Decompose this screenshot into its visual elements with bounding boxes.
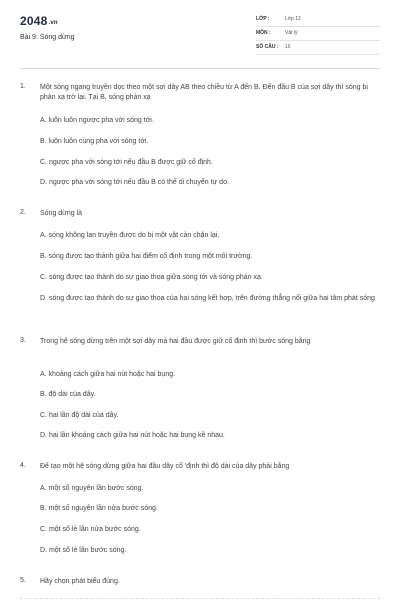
answer-option[interactable]: D. ngược pha với sóng tới nếu đầu B có thể di chuyển tự do. — [40, 179, 229, 186]
answer-option[interactable]: D. sóng được tạo thành do sự giao thoa của hai sóng kết hợp, trên đường thẳng nối giữa hai tâm phát sóng — [40, 295, 375, 302]
meta-row-class — [256, 14, 380, 27]
meta-info — [256, 14, 380, 56]
answer-option[interactable]: A. khoảng cách giữa hai nút hoặc hai bụng. — [40, 371, 176, 378]
question-number: 1. — [20, 83, 26, 90]
question-text: Trong hệ sóng dừng trên một sợi dây mà hai đầu được giữ cố định thì bước sóng bằng — [40, 338, 311, 345]
question-text: Một sóng ngang truyền dọc theo một sợi dây AB theo chiều từ A đến B. Đến đầu B của sợi dây thì sóng bị phản xạ trở lại. Tại B, sóng phản xạ — [40, 84, 368, 101]
question-number: 5. — [20, 577, 26, 584]
answer-option[interactable]: B. độ dài của dây. — [40, 391, 96, 398]
answer-option[interactable]: A. một số nguyên lần bước sóng. — [40, 485, 144, 492]
question-text: Sóng dừng là — [40, 210, 83, 217]
header-divider — [20, 68, 380, 69]
logo-suffix: .vn — [48, 20, 58, 26]
answer-option[interactable]: B. một số nguyên lần nửa bước sóng. — [40, 505, 158, 512]
worksheet-header — [0, 0, 400, 70]
meta-value: Lớp 12 — [285, 16, 301, 22]
answer-option[interactable]: C. hai lần độ dài của dây. — [40, 412, 119, 419]
page-bottom-rule — [20, 598, 380, 599]
meta-key: LỚP : — [256, 16, 270, 22]
meta-row-count — [256, 42, 380, 55]
answer-option[interactable]: B. luôn luôn cùng pha với sóng tới. — [40, 138, 149, 145]
answer-option[interactable]: A. luôn luôn ngược pha với sóng tới. — [40, 117, 154, 124]
meta-key: SỐ CÂU : — [256, 44, 279, 50]
answer-option[interactable]: D. một số lẻ lần bước sóng. — [40, 547, 127, 554]
question-text: Để tạo một hệ sóng dừng giữa hai đầu dây cố 'định thì độ dài của dây phải bằng — [40, 463, 290, 470]
question-number: 4. — [20, 462, 26, 469]
meta-value: Vật lý — [285, 30, 298, 36]
answer-option[interactable]: C. một số lẻ lần nửa bước sóng. — [40, 526, 141, 533]
lesson-title: Bài 9: Sóng dừng — [20, 34, 75, 41]
meta-value: 16 — [285, 44, 291, 50]
meta-row-subject — [256, 28, 380, 41]
answer-option[interactable]: C. sóng được tạo thành do sự giao thoa giữa sóng tới và sóng phản xạ. — [40, 274, 263, 281]
answer-option[interactable]: A. sóng không lan truyền được do bị một vật cản chặn lại. — [40, 232, 220, 239]
question-text: Hãy chọn phát biểu đúng. — [40, 578, 120, 585]
answer-option[interactable]: B. sóng được tạo thành giữa hai điểm cố định trong một môi trường. — [40, 253, 253, 260]
answer-option[interactable]: D. hai lần khoảng cách giữa hai nút hoặc hai bụng kề nhau. — [40, 432, 225, 439]
logo-main: 2048 — [20, 14, 48, 28]
site-logo[interactable] — [20, 14, 58, 28]
meta-key: MÔN : — [256, 30, 271, 36]
answer-option[interactable]: C. ngược pha với sóng tới nếu đầu B được giữ cố định. — [40, 159, 213, 166]
question-number: 3. — [20, 337, 26, 344]
question-number: 2. — [20, 209, 26, 216]
